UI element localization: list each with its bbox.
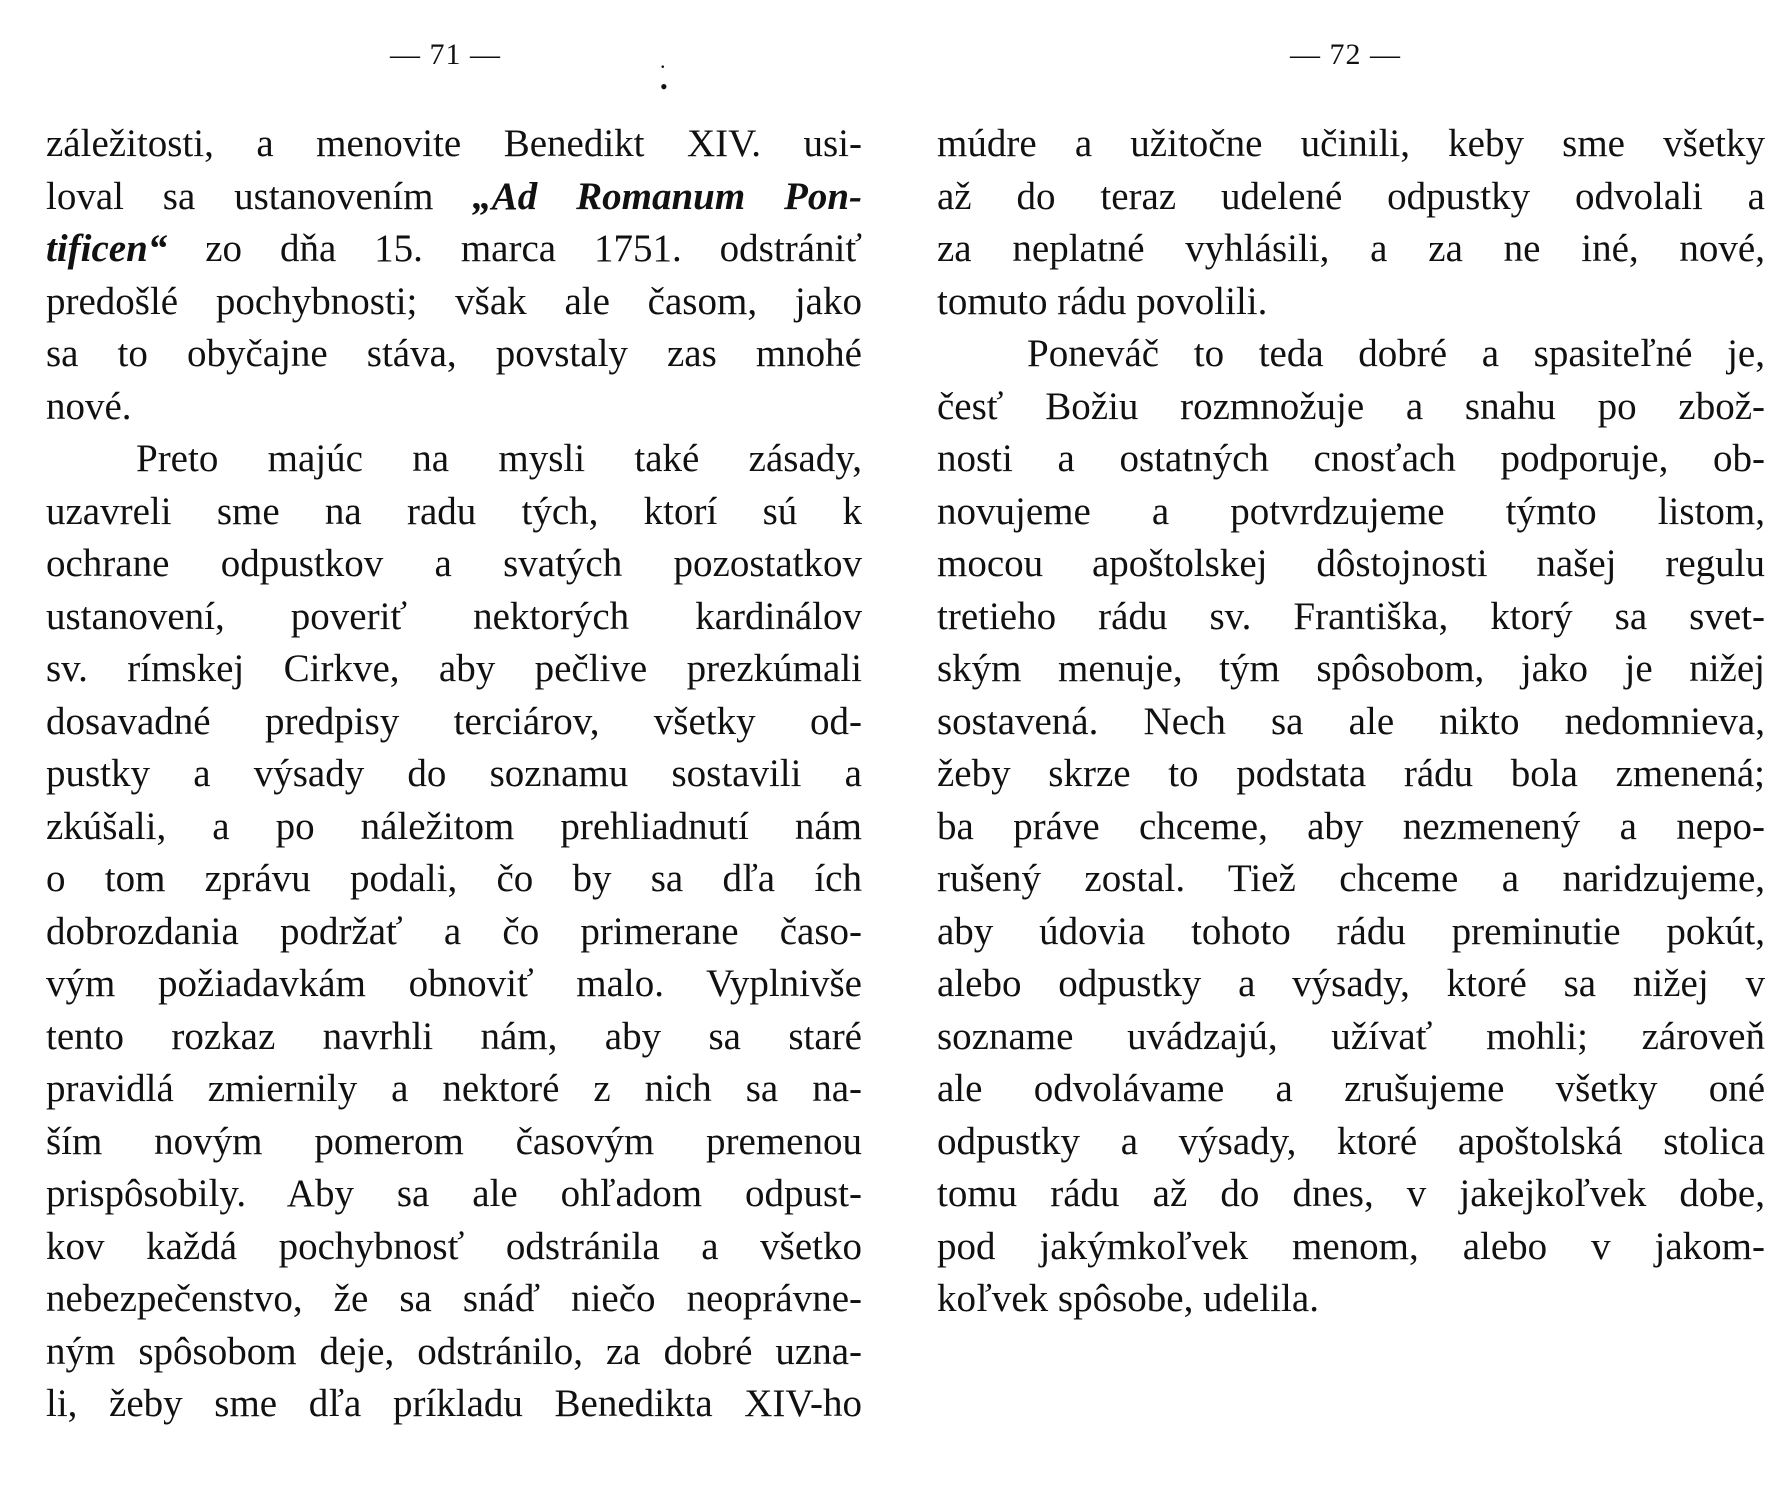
text-line: kov každá pochybnosť odstránila a všetko [46, 1224, 862, 1268]
left-page-text [46, 118, 862, 1431]
text-line: ale odvolávame a zrušujeme všetky oné [937, 1067, 1765, 1110]
text-line: li, žeby sme dľa príkladu Benedikta XIV-ho [46, 1382, 862, 1425]
text-line: za neplatné vyhlásili, a za ne iné, nové, [937, 227, 1765, 270]
text-line [46, 223, 862, 276]
text-run: loval sa ustanovením [46, 174, 473, 218]
left-page [0, 0, 880, 1500]
text-run: zo dňa 15. marca 1751. odstrániť [167, 227, 862, 270]
latin-title-run: tificen“ [46, 227, 168, 270]
text-line: koľvek spôsobe, udelila. [937, 1277, 1319, 1320]
text-line: nosti a ostatných cnosťach podporuje, ob- [937, 437, 1765, 480]
text-line [46, 171, 862, 224]
page-number-left: — 71 — [390, 38, 501, 71]
text-line: zkúšali, a po náležitom prehliadnutí nám [46, 804, 862, 848]
latin-title-run: „Ad Romanum Pon- [472, 174, 862, 218]
text-line: žeby skrze to podstata rádu bola zmenená; [937, 752, 1765, 795]
right-page-text [937, 118, 1765, 1326]
text-line: sa to obyčajne stáva, povstaly zas mnohé [46, 332, 862, 375]
text-line: dobrozdania podržať a čo primerane časo- [46, 909, 862, 953]
text-line: pravidlá zmiernily a nektoré z nich sa na- [46, 1067, 862, 1110]
text-line: novujeme a potvrdzujeme týmto listom, [937, 489, 1765, 533]
text-line: ba práve chceme, aby nezmenený a nepo- [937, 804, 1765, 848]
text-line: ným spôsobom deje, odstránilo, za dobré uzna- [46, 1329, 862, 1373]
text-line: odpustky a výsady, ktoré apoštolská stolica [937, 1119, 1765, 1163]
text-line: česť Božiu rozmnožuje a snahu po zbož- [937, 384, 1765, 428]
text-line: prispôsobily. Aby sa ale ohľadom odpust- [46, 1172, 862, 1215]
text-line: až do teraz udelené odpustky odvolali a [937, 174, 1765, 218]
text-line: Preto majúc na mysli také zásady, [136, 437, 862, 480]
text-line: sostavená. Nech sa ale nikto nedomnieva, [937, 699, 1765, 743]
print-specks [660, 48, 880, 100]
text-line: sozname uvádzajú, užívať mohli; zároveň [937, 1014, 1765, 1058]
text-line: vým požiadavkám obnoviť malo. Vyplnivše [46, 962, 862, 1005]
text-line: sv. rímskej Cirkve, aby pečlive prezkúmali [46, 647, 862, 690]
text-line: tretieho rádu sv. Františka, ktorý sa svet- [937, 594, 1765, 638]
text-line: Poneváč to teda dobré a spasiteľné je, [1027, 332, 1765, 375]
text-line: ustanovení, poveriť nektorých kardinálov [46, 594, 862, 638]
text-line: ochrane odpustkov a svatých pozostatkov [46, 542, 862, 585]
text-line: múdre a užitočne učinili, keby sme všetky [937, 122, 1765, 165]
text-line: tomuto rádu povolili. [937, 279, 1268, 323]
text-line: uzavreli sme na radu tých, ktorí sú k [46, 489, 862, 533]
text-line: pod jakýmkoľvek menom, alebo v jakom- [937, 1224, 1765, 1268]
text-line: ským menuje, tým spôsobom, jako je nižej [937, 647, 1765, 690]
text-line: záležitosti, a menovite Benedikt XIV. usi- [46, 122, 862, 165]
text-line: o tom zprávu podali, čo by sa dľa ích [46, 857, 862, 900]
text-line: predošlé pochybnosti; však ale časom, jako [46, 279, 862, 323]
text-line: alebo odpustky a výsady, ktoré sa nižej v [937, 962, 1765, 1005]
text-line: tento rozkaz navrhli nám, aby sa staré [46, 1014, 862, 1058]
text-line: dosavadné predpisy terciárov, všetky od- [46, 699, 862, 743]
text-line: rušený zostal. Tiež chceme a naridzujeme, [937, 857, 1765, 900]
speck-dot: . [660, 48, 666, 73]
text-line: tomu rádu až do dnes, v jakejkoľvek dobe, [937, 1172, 1765, 1215]
text-line: aby údovia tohoto rádu preminutie pokút, [937, 909, 1765, 953]
text-line: nové. [46, 384, 132, 428]
speck-bullet: • [660, 74, 668, 99]
right-page [915, 0, 1788, 1500]
page-number-right: — 72 — [1290, 38, 1401, 71]
text-line: mocou apoštolskej dôstojnosti našej regulu [937, 542, 1765, 585]
text-line: nebezpečenstvo, že sa snáď niečo neoprávne- [46, 1277, 862, 1320]
text-line: pustky a výsady do soznamu sostavili a [46, 752, 862, 795]
text-line: ším novým pomerom časovým premenou [46, 1119, 862, 1163]
